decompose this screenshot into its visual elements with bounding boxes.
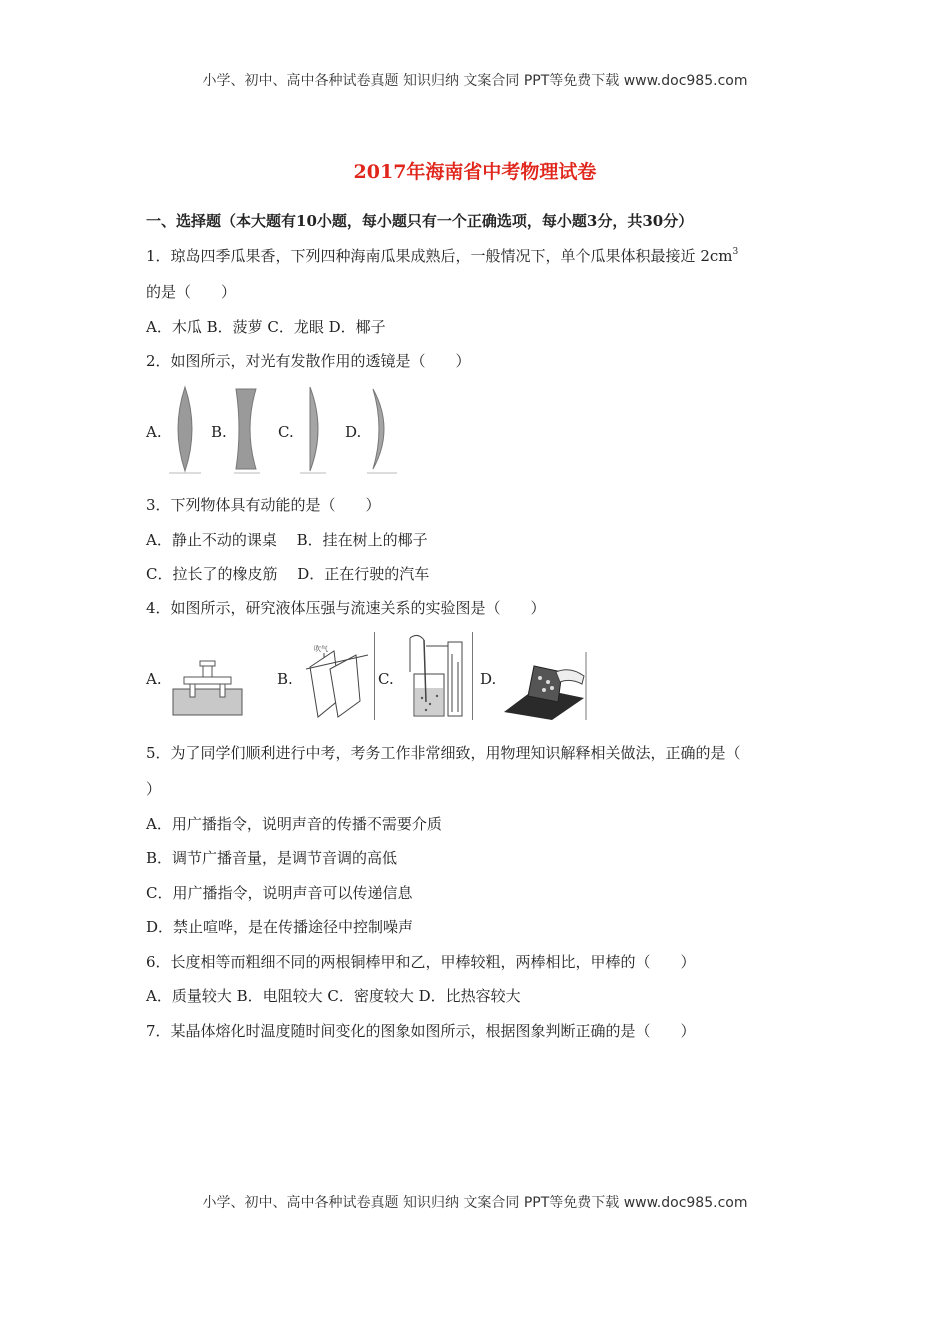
fig-4c-pressure-gauge-beaker	[400, 632, 472, 720]
q2-label-c: C.	[278, 423, 294, 441]
question-7-stem: 7．某晶体熔化时温度随时间变化的图象如图所示，根据图象判断正确的是（ ）	[146, 1022, 696, 1040]
fig-4a-table-on-sponge	[170, 655, 245, 717]
page-header: 小学、初中、高中各种试卷真题 知识归纳 文案合同 PPT等免费下载 www.doc985.com	[202, 73, 748, 89]
section-heading: 一、选择题（本大题有10小题，每小题只有一个正确选项，每小题3分，共30分）	[146, 212, 694, 230]
q4-label-d: D.	[480, 670, 497, 688]
fig-divider-1	[374, 632, 375, 720]
cubic-superscript: 3	[732, 247, 739, 257]
fig-4d-hand-press-board	[500, 652, 590, 720]
q2-label-b: B.	[211, 423, 227, 441]
question-5-option-d: D．禁止喧哗，是在传播途径中控制噪声	[146, 918, 414, 936]
question-5-stem: 5．为了同学们顺利进行中考，考务工作非常细致，用物理知识解释相关做法，正确的是（	[146, 744, 741, 762]
fig-4b-label: 吹气	[314, 645, 328, 653]
question-1-stem	[146, 245, 738, 266]
question-6-stem: 6．长度相等而粗细不同的两根铜棒甲和乙，甲棒较粗，两棒相比，甲棒的（ ）	[146, 953, 696, 971]
question-5-option-c: C．用广播指令，说明声音可以传递信息	[146, 884, 413, 902]
q4-label-a: A.	[146, 670, 162, 688]
q2-label-a: A.	[146, 423, 162, 441]
question-4-stem: 4．如图所示，研究液体压强与流速关系的实验图是（ ）	[146, 599, 546, 617]
lens-c-plano-convex	[298, 385, 330, 477]
question-5-option-b: B．调节广播音量，是调节音调的高低	[146, 849, 398, 867]
question-1-stem-cont: 的是（ ）	[146, 283, 237, 301]
q4-label-b: B.	[277, 670, 293, 688]
question-2-stem: 2．如图所示，对光有发散作用的透镜是（ ）	[146, 352, 471, 370]
fig-divider-2	[472, 632, 473, 720]
fig-4b-blowing-papers	[300, 637, 375, 719]
question-5-option-a: A．用广播指令，说明声音的传播不需要介质	[146, 815, 442, 833]
question-6-options: A．质量较大 B．电阻较大 C．密度较大 D．比热容较大	[146, 987, 521, 1005]
exam-title: 2017年海南省中考物理试卷	[353, 161, 597, 183]
q2-label-d: D.	[345, 423, 362, 441]
question-3-stem: 3．下列物体具有动能的是（ ）	[146, 496, 381, 514]
lens-d-convex-meniscus	[365, 385, 401, 477]
lens-b-concave-meniscus	[232, 385, 264, 477]
lens-a-biconvex	[165, 385, 205, 477]
page-footer: 小学、初中、高中各种试卷真题 知识归纳 文案合同 PPT等免费下载 www.doc985.com	[202, 1195, 748, 1211]
question-5-stem-cont: ）	[146, 780, 162, 798]
question-3-options-row1: A．静止不动的课桌 B．挂在树上的椰子	[146, 531, 428, 549]
question-3-options-row2: C．拉长了的橡皮筋 D．正在行驶的汽车	[146, 565, 430, 583]
question-1-text: 1．琼岛四季瓜果香，下列四种海南瓜果成熟后，一般情况下，单个瓜果体积最接近 2cm	[146, 247, 733, 265]
question-1-options: A．木瓜 B．菠萝 C．龙眼 D．椰子	[146, 318, 386, 336]
q4-label-c: C.	[378, 670, 394, 688]
